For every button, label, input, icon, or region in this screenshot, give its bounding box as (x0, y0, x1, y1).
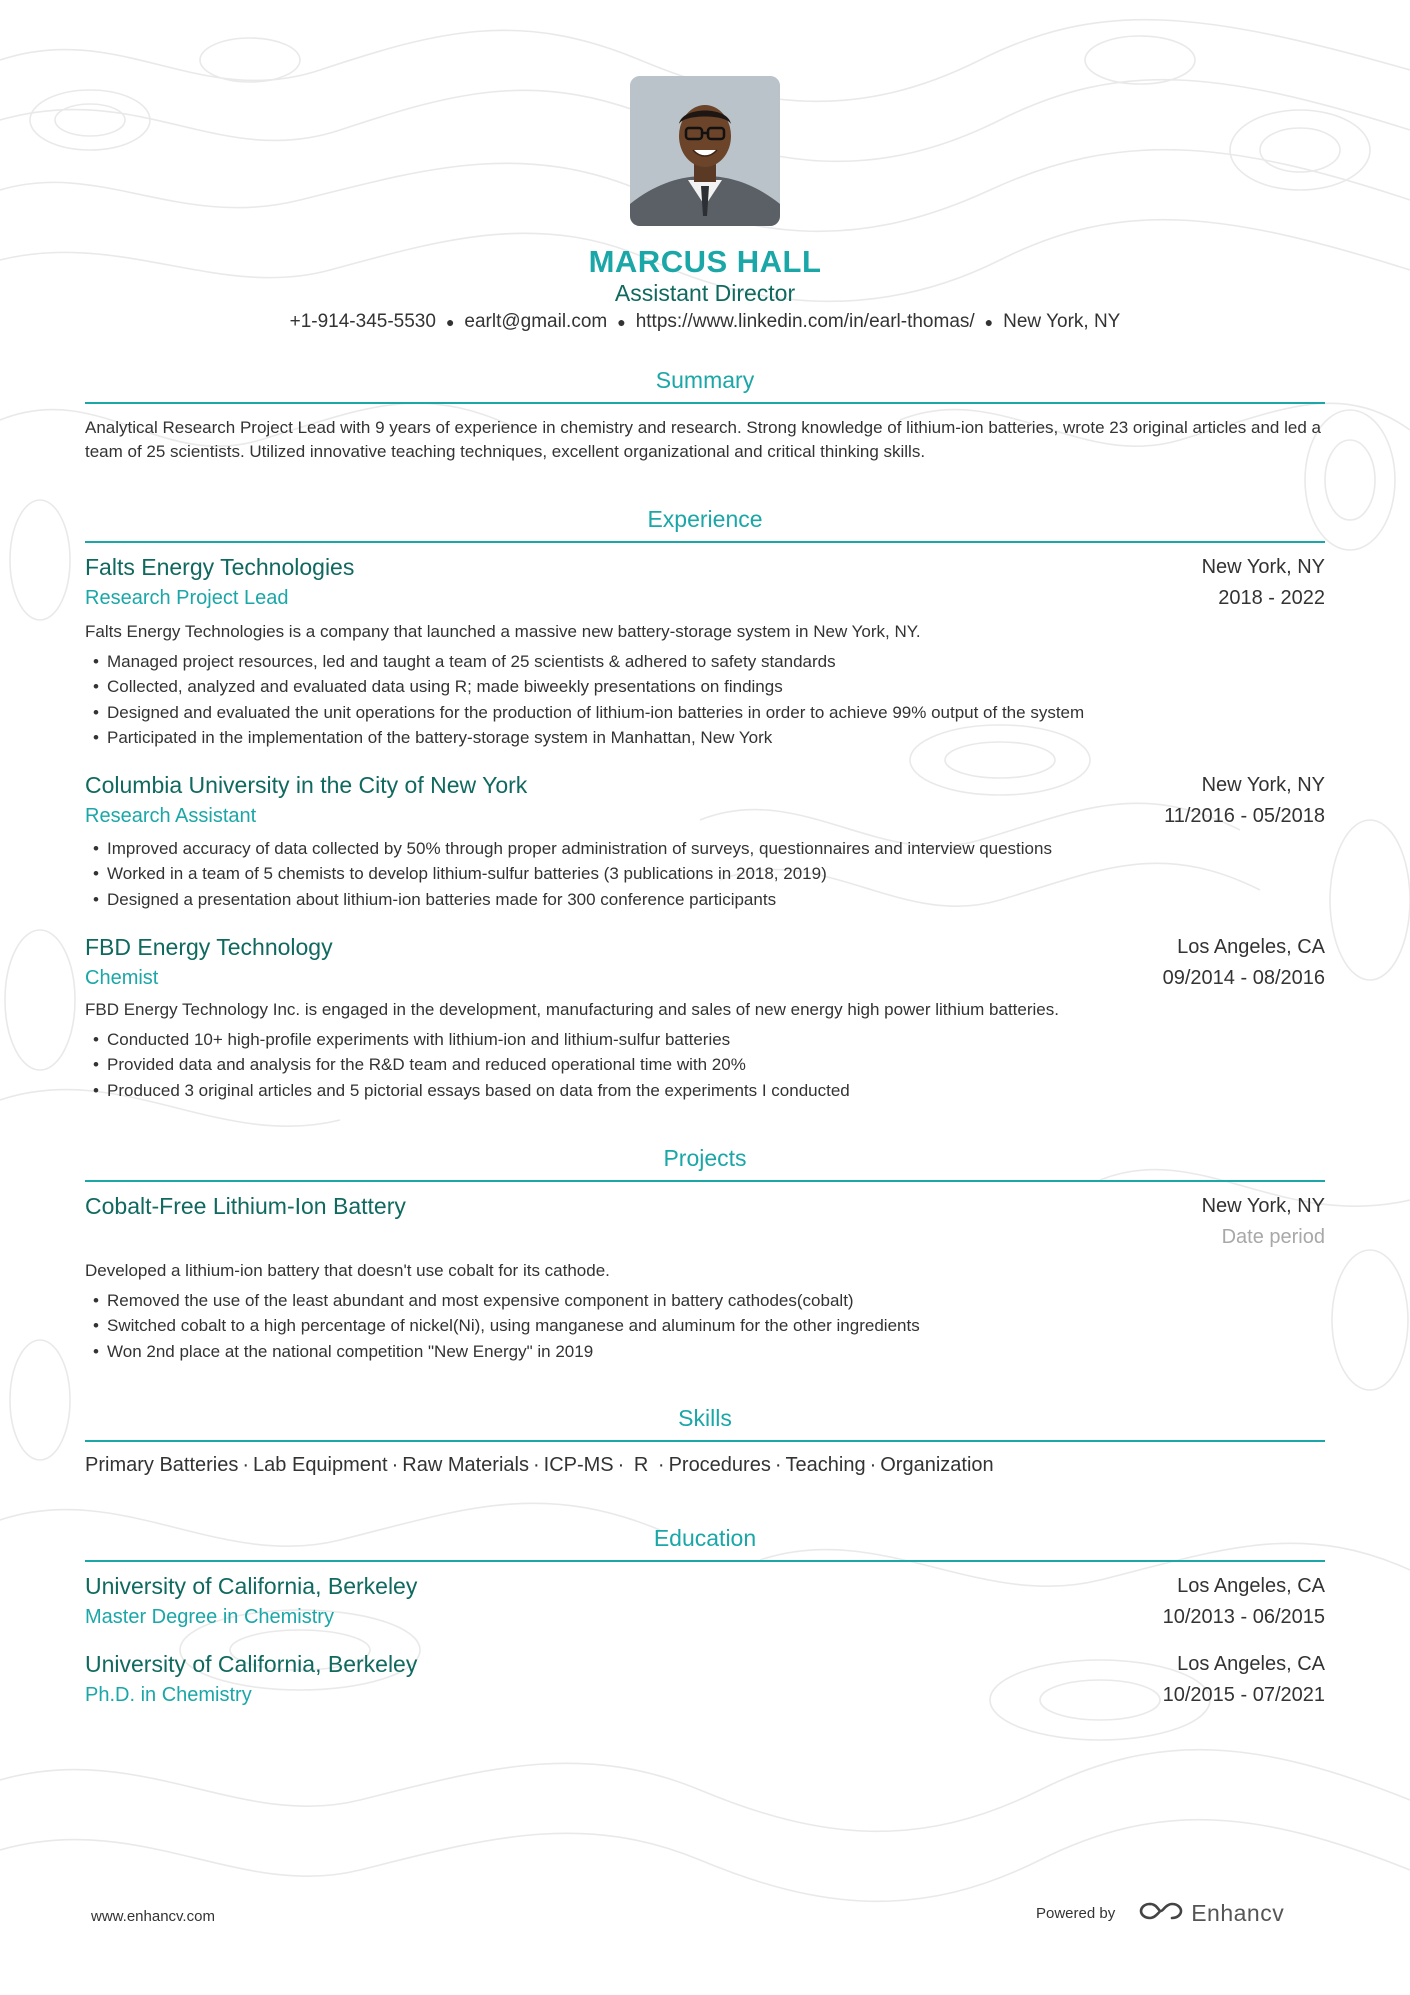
section-divider (85, 1440, 1325, 1442)
bullet-item: • Managed project resources, led and taught a team of 25 scientists & adhered to safety standards (85, 649, 1325, 674)
powered-by-label: Powered by (1036, 1905, 1116, 1922)
skill-separator: · (617, 1454, 625, 1476)
bullet-item: • Designed and evaluated the unit operations for the production of lithium-ion batteries in order to achieve 99% output of the system (85, 700, 1325, 725)
section-title-projects: Projects (663, 1145, 747, 1171)
skill-item: Procedures (668, 1454, 771, 1476)
section-title-summary: Summary (655, 367, 755, 393)
separator-dot: ● (617, 314, 626, 330)
skill-separator: · (391, 1454, 399, 1476)
summary-text: Analytical Research Project Lead with 9 years of experience in chemistry and research. Strong knowledge of lithium-ion batteries, wrote 23 original articles and led a team of 25 scientists. Utilized innovative teaching techniques, excellent organizational and critical thinking skills. (85, 418, 1321, 461)
experience-company: Columbia University in the City of New York (85, 772, 528, 798)
skill-item: Lab Equipment (253, 1454, 388, 1476)
candidate-role: Assistant Director (614, 280, 796, 306)
project-location: New York, NY (1201, 1195, 1325, 1217)
skill-item: Primary Batteries (85, 1454, 239, 1476)
section-divider (85, 1180, 1325, 1182)
skill-item: ICP-MS (543, 1454, 614, 1476)
education-location: Los Angeles, CA (1177, 1653, 1325, 1675)
bullet-item: • Improved accuracy of data collected by 50% through proper administration of surveys, questionnaires and interview questions (85, 836, 1325, 861)
bullet-item: • Participated in the implementation of the battery-storage system in Manhattan, New York (85, 725, 1325, 750)
education-school: University of California, Berkeley (85, 1573, 418, 1599)
skill-separator: · (532, 1454, 540, 1476)
bullet-item: • Won 2nd place at the national competition "New Energy" in 2019 (85, 1339, 1325, 1364)
experience-position: Research Assistant (85, 805, 257, 827)
project-bullets (85, 1288, 1325, 1364)
education-degree: Master Degree in Chemistry (85, 1606, 334, 1628)
section-title-education: Education (653, 1525, 757, 1551)
candidate-name: MARCUS HALL (588, 244, 822, 279)
education-dates: 10/2015 - 07/2021 (1162, 1684, 1325, 1706)
section-title-experience: Experience (647, 506, 763, 532)
experience-position: Chemist (85, 967, 159, 989)
bullet-item: • Collected, analyzed and evaluated data using R; made biweekly presentations on findings (85, 674, 1325, 699)
education-degree: Ph.D. in Chemistry (85, 1684, 252, 1706)
contact-phone[interactable]: +1-914-345-5530 (289, 311, 436, 332)
separator-dot: ● (445, 314, 455, 330)
skill-item: Organization (880, 1454, 994, 1476)
education-dates: 10/2013 - 06/2015 (1162, 1606, 1325, 1628)
experience-dates: 11/2016 - 05/2018 (1164, 805, 1325, 827)
project-description: Developed a lithium-ion battery that doesn't use cobalt for its cathode. (85, 1261, 610, 1280)
skill-separator: · (657, 1454, 665, 1476)
separator-dot: ● (984, 314, 994, 330)
bullet-item: • Provided data and analysis for the R&D team and reduced operational time with 20% (85, 1052, 1325, 1077)
section-divider (85, 402, 1325, 404)
section-divider (85, 541, 1325, 543)
project-name: Cobalt-Free Lithium-Ion Battery (85, 1193, 406, 1219)
experience-description: FBD Energy Technology Inc. is engaged in the development, manufacturing and sales of new energy high power lithium batteries. (85, 1000, 1059, 1019)
section-title-skills: Skills (678, 1405, 732, 1431)
enhancv-logo-icon (1139, 1900, 1183, 1927)
contact-email[interactable]: earlt@gmail.com (464, 311, 608, 332)
bullet-item: • Designed a presentation about lithium-ion batteries made for 300 conference participants (85, 887, 1325, 912)
experience-bullets (85, 836, 1325, 912)
footer-website[interactable]: www.enhancv.com (91, 1908, 215, 1925)
footer-branding (1036, 1900, 1284, 1927)
education-location: Los Angeles, CA (1177, 1575, 1325, 1597)
experience-location: New York, NY (1201, 774, 1325, 796)
bullet-item: • Conducted 10+ high-profile experiments with lithium-ion and lithium-sulfur batteries (85, 1027, 1325, 1052)
brand-name[interactable]: Enhancv (1191, 1900, 1285, 1926)
contact-linkedin[interactable]: https://www.linkedin.com/in/earl-thomas/ (635, 311, 975, 332)
skill-item: Teaching (785, 1454, 866, 1476)
skill-item: R (633, 1454, 649, 1476)
experience-dates: 2018 - 2022 (1218, 587, 1325, 609)
section-divider (85, 1560, 1325, 1562)
experience-description: Falts Energy Technologies is a company that launched a massive new battery-storage system in New York, NY. (85, 622, 921, 641)
experience-bullets (85, 1027, 1325, 1103)
experience-location: Los Angeles, CA (1177, 936, 1325, 958)
experience-bullets (85, 649, 1325, 750)
skill-separator: · (869, 1454, 877, 1476)
contact-location: New York, NY (1003, 311, 1121, 332)
bullet-item: • Removed the use of the least abundant and most expensive component in battery cathodes(cobalt) (85, 1288, 1325, 1313)
skill-separator: · (774, 1454, 782, 1476)
experience-position: Research Project Lead (85, 587, 289, 609)
skills-list (85, 1454, 994, 1477)
experience-dates: 09/2014 - 08/2016 (1162, 967, 1325, 989)
experience-company: Falts Energy Technologies (85, 554, 355, 580)
skill-item: Raw Materials (402, 1454, 529, 1476)
skill-separator: · (242, 1454, 250, 1476)
contact-line (85, 311, 1325, 333)
project-dates: Date period (1221, 1226, 1325, 1248)
experience-location: New York, NY (1201, 556, 1325, 578)
bullet-item: • Produced 3 original articles and 5 pictorial essays based on data from the experiments I conducted (85, 1078, 1325, 1103)
bullet-item: • Worked in a team of 5 chemists to develop lithium-sulfur batteries (3 publications in 2018, 2019) (85, 861, 1325, 886)
bullet-item: • Switched cobalt to a high percentage of nickel(Ni), using manganese and aluminum for the other ingredients (85, 1313, 1325, 1338)
profile-photo (630, 76, 780, 226)
education-school: University of California, Berkeley (85, 1651, 418, 1677)
experience-company: FBD Energy Technology (85, 934, 333, 960)
